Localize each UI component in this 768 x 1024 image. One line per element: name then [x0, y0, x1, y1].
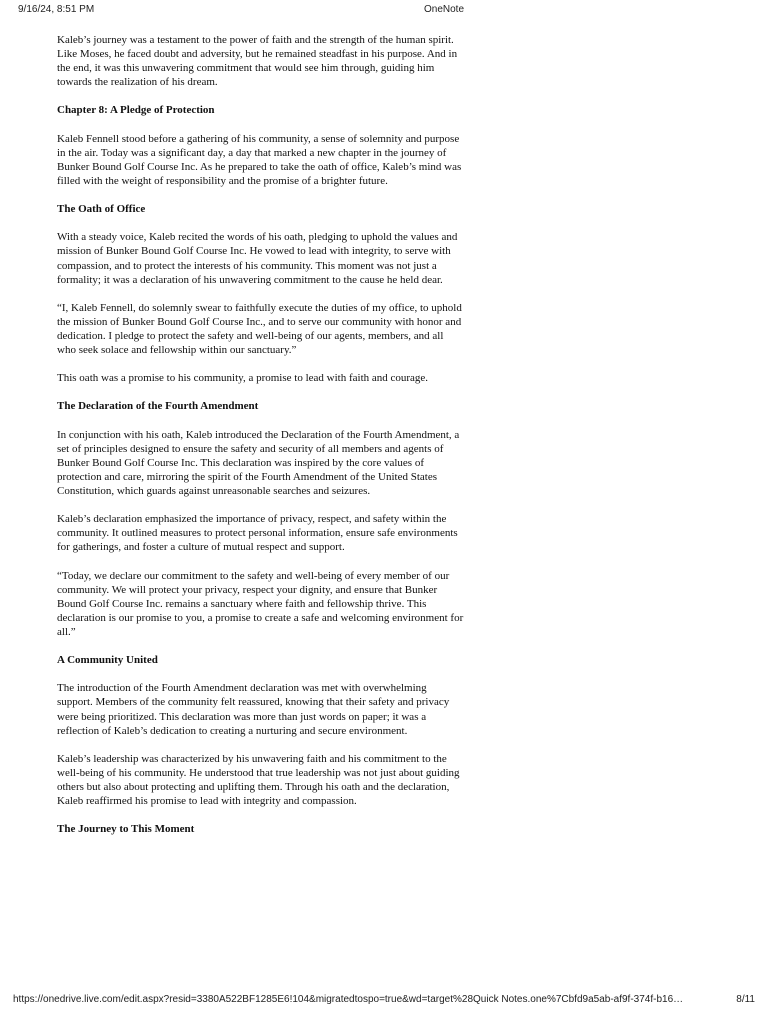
paragraph-declaration-intro: In conjunction with his oath, Kaleb introduced the Declaration of the Fourth Amendment, a set of principles designed to ensure the safety and security of all members and agents of Bunker Bound Golf Course Inc. This declaration was inspired by the core values of protection and care, mirroring the spirit of the Fourth Amendment of the United States Constitution, which guards against unreasonable searches and seizures. [57, 428, 460, 497]
print-app-name: OneNote [424, 4, 465, 15]
print-datetime: 9/16/24, 8:51 PM [18, 4, 95, 15]
paragraph-community-support: The introduction of the Fourth Amendment declaration was met with overwhelming support. Members of the community felt reassured, knowing that their safety and privacy were being prioritized. This declaration was more than just words on paper; it was a reflection of Kaleb’s dedication to creating a nurturing and secure environment. [57, 682, 450, 737]
heading-journey-to-moment: The Journey to This Moment [57, 823, 195, 836]
paragraph-oath-promise: This oath was a promise to his community, a promise to lead with faith and courage. [57, 372, 429, 385]
paragraph-journey-testament: Kaleb’s journey was a testament to the power of faith and the strength of the human spirit. Like Moses, he faced doubt and adversity, but he remained steadfast in his purpose. And in the end, it was this unwavering commitment that would see him through, guiding him towards the realization of his dream. [57, 34, 458, 89]
heading-chapter-8: Chapter 8: A Pledge of Protection [57, 104, 215, 117]
print-footer [0, 994, 768, 1010]
print-page-number: 8/11 [736, 994, 755, 1005]
paragraph-oath-quote: “I, Kaleb Fennell, do solemnly swear to faithfully execute the duties of my office, to uphold the mission of Bunker Bound Golf Course Inc., and to serve our community with honor and dedication. I pledge to protect the safety and well-being of our agents, members, and all who seek solace and fellowship within our sanctuary.” [57, 301, 462, 357]
paragraph-gathering: Kaleb Fennell stood before a gathering of his community, a sense of solemnity and purpose in the air. Today was a significant day, a day that marked a new chapter in the journey of Bunker Bound Golf Course Inc. As he prepared to take the oath of office, Kaleb’s mind was filled with the weight of responsibility and the promise of a brighter future. [57, 132, 462, 187]
paragraph-declaration-emphasis: Kaleb’s declaration emphasized the importance of privacy, respect, and safety within the community. It outlined measures to protect personal information, ensure safe environments for gatherings, and foster a culture of mutual respect and support. [57, 513, 458, 554]
paragraph-recited-oath: With a steady voice, Kaleb recited the words of his oath, pledging to uphold the values and mission of Bunker Bound Golf Course Inc. He vowed to lead with integrity, to serve with compassion, and to protect the interests of his community. This moment was not just a formality; it was a declaration of his unwavering commitment to the cause he held dear. [57, 231, 458, 286]
print-header [0, 4, 768, 20]
paragraph-declaration-quote: “Today, we declare our commitment to the safety and well-being of every member of our community. We will protect your privacy, respect your dignity, and ensure that Bunker Bound Golf Course Inc. remains a sanctuary where faith and fellowship thrive. This declaration is our promise to you, a promise to create a safe and welcoming environment for all.” [57, 569, 464, 638]
heading-community-united: A Community United [57, 654, 158, 667]
paragraph-leadership: Kaleb’s leadership was characterized by his unwavering faith and his commitment to the well-being of his community. He understood that true leadership was not just about guiding others but also about protecting and uplifting them. Through his oath and the declaration, Kaleb reaffirmed his promise to lead with integrity and compassion. [57, 752, 460, 808]
heading-fourth-amendment: The Declaration of the Fourth Amendment [57, 400, 259, 413]
heading-oath-of-office: The Oath of Office [57, 203, 146, 216]
print-url: https://onedrive.live.com/edit.aspx?resid=3380A522BF1285E6!104&migratedtospo=true&wd=target%28Quick Notes.one%7Cbfd9a5ab-af9f-374f-b16… [13, 994, 684, 1005]
note-content [57, 33, 465, 850]
